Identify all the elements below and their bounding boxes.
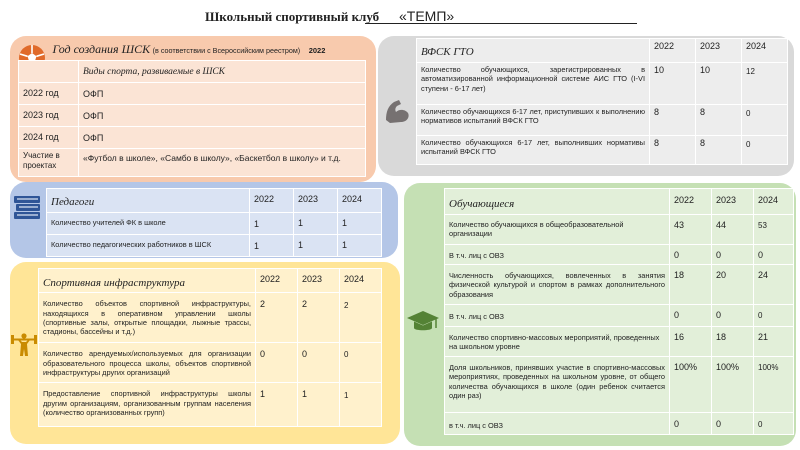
teachers-value: 1: [250, 213, 294, 235]
founding-title: Год создания ШСК: [52, 42, 151, 56]
infrastructure-value: 2: [340, 293, 382, 343]
infrastructure-value: 0: [256, 343, 298, 383]
students-year: 2023: [712, 189, 754, 215]
students-value: 20: [712, 265, 754, 305]
teachers-row-label: Количество педагогических работников в ШСК: [47, 235, 250, 257]
teachers-value: 1: [294, 235, 338, 257]
students-row-label: Количество обучающихся в общеобразовательной организации: [445, 215, 670, 245]
teachers-table: [46, 188, 382, 257]
students-value: 0: [712, 245, 754, 265]
gto-year: 2024: [742, 39, 788, 63]
students-value: 0: [712, 413, 754, 435]
gto-title: ВФСК ГТО: [421, 46, 474, 58]
infrastructure-title-cell: [39, 269, 256, 293]
teachers-title: Педагоги: [51, 196, 95, 208]
founding-row-value: ОФП: [79, 104, 366, 126]
students-value: 53: [754, 215, 794, 245]
founding-note: (в соответствии с Всероссийским реестром): [152, 46, 301, 55]
flexed-arm-icon: [382, 96, 412, 126]
sports-header-cell: [79, 60, 366, 82]
students-value: 16: [670, 327, 712, 357]
infrastructure-year: 2022: [256, 269, 298, 293]
students-value: 21: [754, 327, 794, 357]
students-value: 0: [712, 305, 754, 327]
students-value: 0: [670, 305, 712, 327]
students-value: 100%: [754, 357, 794, 413]
founding-corner-cell: [19, 60, 79, 82]
page-title: [205, 8, 635, 26]
infrastructure-value: 1: [256, 383, 298, 427]
infrastructure-value: 0: [298, 343, 340, 383]
founding-row-label: 2023 год: [19, 104, 79, 126]
students-year: 2022: [670, 189, 712, 215]
gto-row-label: Количество обучающихся, зарегистрированных в автоматизированной информационной системе АИС ГТО (I-VI ступени - 6-17 лет): [417, 63, 650, 105]
founding-row-label: 2022 год: [19, 82, 79, 104]
students-value: 0: [754, 245, 794, 265]
gto-value: 8: [696, 105, 742, 136]
students-row-label: в т.ч. лиц с ОВЗ: [445, 413, 670, 435]
students-value: 43: [670, 215, 712, 245]
students-table: [444, 188, 794, 435]
gto-value: 8: [650, 136, 696, 165]
club-prefix: Школьный спортивный клуб: [205, 9, 380, 24]
sports-header: Виды спорта, развиваемые в ШСК: [83, 66, 225, 77]
students-row-label: В т.ч. лиц с ОВЗ: [445, 305, 670, 327]
gto-year: 2022: [650, 39, 696, 63]
founding-row-label: 2024 год: [19, 126, 79, 148]
infrastructure-title: Спортивная инфраструктура: [43, 277, 185, 289]
students-value: 0: [670, 245, 712, 265]
gto-value: 10: [650, 63, 696, 105]
gto-table: [416, 38, 788, 165]
graduation-cap-icon: [406, 308, 440, 334]
gto-title-cell: [417, 39, 650, 63]
club-name: «ТЕМП»: [399, 8, 455, 24]
students-value: 18: [712, 327, 754, 357]
students-value: 44: [712, 215, 754, 245]
teachers-year: 2022: [250, 189, 294, 213]
infrastructure-row-label: Предоставление спортивной инфраструктуры школы другим организациям, организованным группам населения (количество организованных групп): [39, 383, 256, 427]
gto-value: 8: [650, 105, 696, 136]
students-year: 2024: [754, 189, 794, 215]
infrastructure-value: 0: [340, 343, 382, 383]
infrastructure-row-label: Количество объектов спортивной инфраструктуры, находящихся в оперативном управлении школы (спортивные залы, открытые площадки, лыжные трассы, стадионы, бассейны и т.д.): [39, 293, 256, 343]
students-row-label: Численность обучающихся, вовлеченных в занятия физической культурой и спортом в рамках дополнительного образования: [445, 265, 670, 305]
teachers-title-cell: [47, 189, 250, 213]
gto-row-label: Количество обучающихся 6-17 лет, приступивших к выполнению нормативов испытаний ВФСК ГТО: [417, 105, 650, 136]
weightlifter-icon: [10, 330, 38, 358]
students-value: 0: [670, 413, 712, 435]
teachers-year: 2023: [294, 189, 338, 213]
students-row-label: Доля школьников, принявших участие в спортивно-массовых мероприятиях, проведенных на школьном уровне, от общего количества обучающихся в школе (один ребенок считается один раз): [445, 357, 670, 413]
gto-value: 12: [742, 63, 788, 105]
students-row-label: В т.ч. лиц с ОВЗ: [445, 245, 670, 265]
founding-row-value: ОФП: [79, 126, 366, 148]
students-value: 18: [670, 265, 712, 305]
students-value: 0: [754, 413, 794, 435]
founding-table: [18, 40, 366, 177]
infrastructure-value: 2: [298, 293, 340, 343]
founding-row-label: Участие в проектах: [19, 148, 79, 176]
founding-row-value: ОФП: [79, 82, 366, 104]
founding-row-value: «Футбол в школе», «Самбо в школу», «Баскетбол в школу» и т.д.: [79, 148, 366, 176]
books-icon: [12, 192, 42, 222]
teachers-value: 1: [338, 235, 382, 257]
teachers-value: 1: [294, 213, 338, 235]
students-value: 100%: [670, 357, 712, 413]
teachers-row-label: Количество учителей ФК в школе: [47, 213, 250, 235]
infrastructure-value: 2: [256, 293, 298, 343]
teachers-value: 1: [250, 235, 294, 257]
gto-row-label: Количество обучающихся 6-17 лет, выполнивших нормативы испытаний ВФСК ГТО: [417, 136, 650, 165]
infrastructure-year: 2024: [340, 269, 382, 293]
students-row-label: Количество спортивно-массовых мероприятий, проведенных на школьном уровне: [445, 327, 670, 357]
students-title: Обучающиеся: [449, 198, 515, 210]
infrastructure-value: 1: [340, 383, 382, 427]
founding-year: 2022: [308, 46, 326, 55]
students-value: 0: [754, 305, 794, 327]
infrastructure-value: 1: [298, 383, 340, 427]
gto-value: 0: [742, 105, 788, 136]
infrastructure-year: 2023: [298, 269, 340, 293]
students-title-cell: [445, 189, 670, 215]
gto-value: 0: [742, 136, 788, 165]
gto-value: 8: [696, 136, 742, 165]
students-value: 24: [754, 265, 794, 305]
infrastructure-table: [38, 268, 382, 427]
club-name-line: [365, 8, 637, 24]
gto-value: 10: [696, 63, 742, 105]
founding-title-cell: [19, 40, 366, 60]
gto-year: 2023: [696, 39, 742, 63]
infrastructure-row-label: Количество арендуемых/используемых для организации образовательного процесса школы, объектов спортивной инфраструктуры других организаций: [39, 343, 256, 383]
teachers-value: 1: [338, 213, 382, 235]
teachers-year: 2024: [338, 189, 382, 213]
students-value: 100%: [712, 357, 754, 413]
